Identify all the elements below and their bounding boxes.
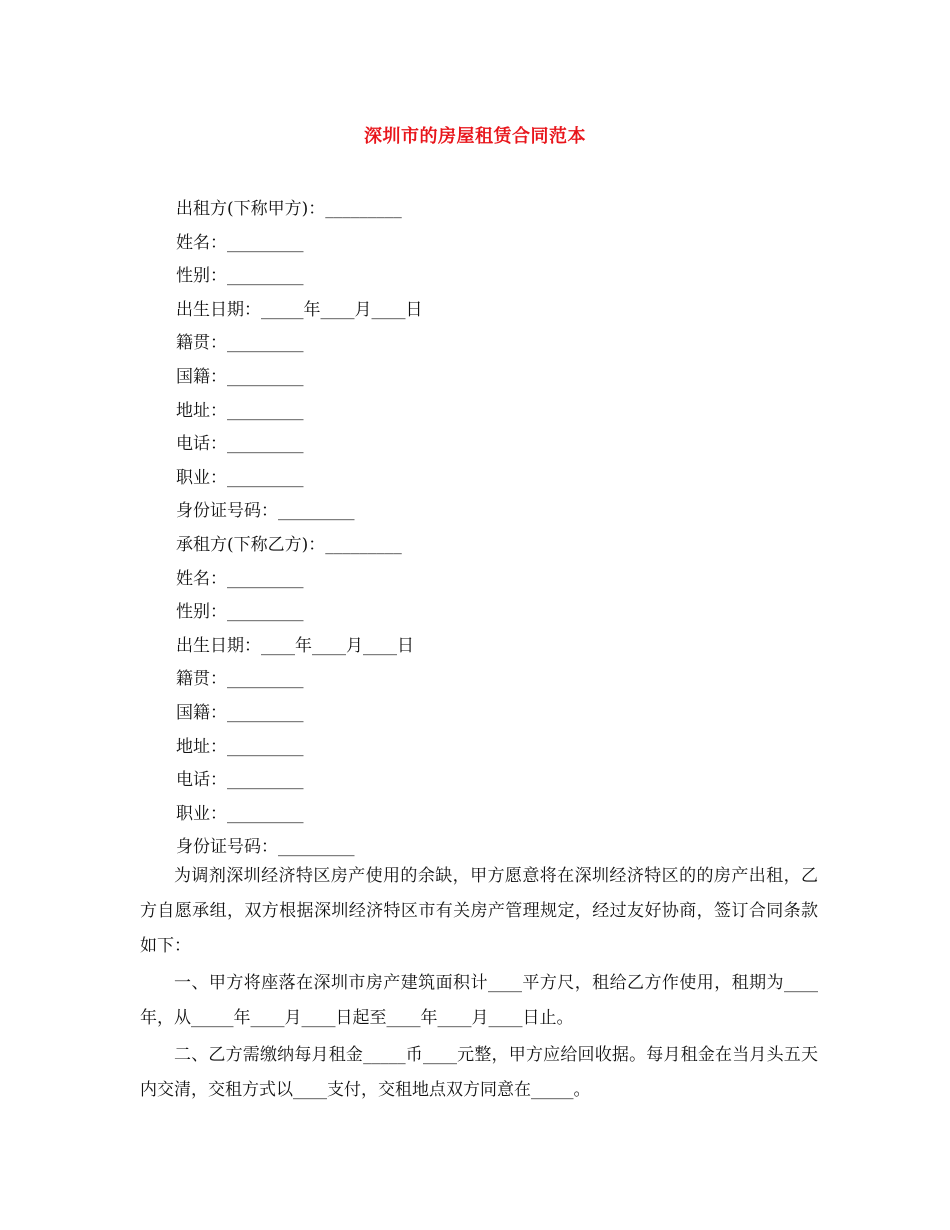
field-lessor-gender: 性别：_________ [176, 266, 304, 287]
field-lessor-native-place: 籍贯：_________ [176, 333, 304, 354]
paragraph-clause-1: 一、甲方将座落在深圳市房产建筑面积计____平方尺，租给乙方作使用，租期为____年，从_____年____月____日起至____年____月____日止。 [140, 973, 818, 1028]
document-title: 深圳市的房屋租赁合同范本 [364, 126, 586, 147]
field-lessor-id-number: 身份证号码：_________ [176, 501, 355, 522]
field-lessee-nationality: 国籍：_________ [176, 702, 304, 723]
field-lessee-occupation: 职业：_________ [176, 803, 304, 824]
field-lessor-heading: 出租方(下称甲方)：_________ [176, 199, 402, 219]
field-lessor-phone: 电话：_________ [176, 434, 304, 455]
field-lessee-name: 姓名：_________ [176, 568, 304, 589]
field-lessee-birthdate: 出生日期：____年____月____日 [176, 635, 414, 656]
field-lessor-occupation: 职业：_________ [176, 467, 304, 488]
contract-body [140, 859, 818, 1110]
field-lessee-heading: 承租方(下称乙方)：_________ [176, 534, 402, 555]
field-lessee-native-place: 籍贯：_________ [176, 669, 304, 690]
field-lessor-nationality: 国籍：_________ [176, 366, 304, 387]
field-lessor-address: 地址：_________ [176, 400, 304, 421]
field-lessor-name: 姓名：_________ [176, 232, 304, 253]
field-lessee-gender: 性别：_________ [176, 602, 304, 623]
paragraph-preamble: 为调剂深圳经济特区房产使用的余缺，甲方愿意将在深圳经济特区的的房产出租，乙方自愿承组，双方根据深圳经济特区市有关房产管理规定，经过友好协商，签订合同条款如下： [140, 866, 818, 956]
paragraph-clause-2: 二、乙方需缴纳每月租金_____币____元整，甲方应给回收据。每月租金在当月头五天内交清，交租方式以____支付，交租地点双方同意在_____。 [140, 1045, 818, 1100]
field-lessee-id-number: 身份证号码：_________ [176, 837, 355, 858]
field-lessee-phone: 电话：_________ [176, 770, 304, 791]
field-lessor-birthdate: 出生日期：_____年____月____日 [176, 299, 423, 320]
field-lessee-address: 地址：_________ [176, 736, 304, 757]
party-info-fields [176, 193, 423, 865]
